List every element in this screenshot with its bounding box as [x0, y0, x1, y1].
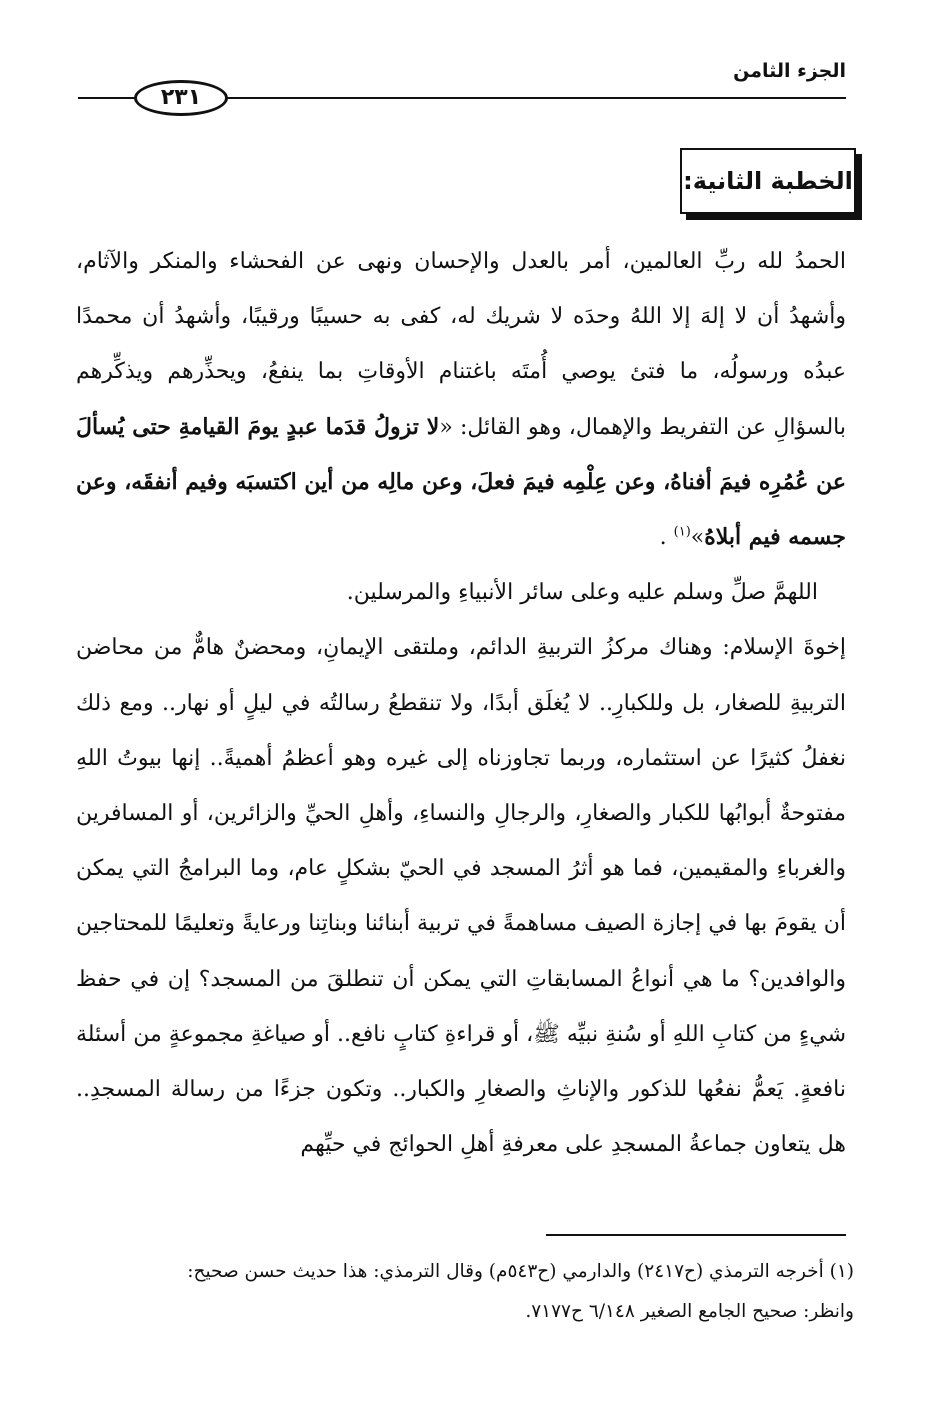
quote-open-mark: «	[439, 414, 460, 440]
section-title: الخطبة الثانية:	[683, 167, 853, 195]
paragraph-1	[76, 234, 846, 565]
footnote-line-2: وانظر: صحيح الجامع الصغير ٦/١٤٨ ح٧١٧٧.	[525, 1301, 854, 1322]
footnote-line-1: (١) أخرجه الترمذي (ح٢٤١٧) والدارمي (ح٥٤٣م) وقال الترمذي: هذا حديث حسن صحيح:	[187, 1261, 854, 1282]
hadith-quote: لا تزولُ قدَما عبدٍ يومَ القيامةِ حتى يُسألَ عن عُمُرِه فيمَ أفناهُ، وعن عِلْمِه فيمَ فعلَ، وعن مالِه من أين اكتسبَه وفيم أنفقَه، وعن جسمه فيم أبلاهُ	[76, 413, 846, 551]
paragraph-2: اللهمَّ صلِّ وسلم عليه وعلى سائر الأنبياءِ والمرسلين.	[346, 580, 818, 606]
footnotes	[74, 1252, 854, 1332]
footnote-rule	[546, 1234, 846, 1236]
footnote-marker: (١)	[673, 524, 691, 540]
paragraph-3: إخوةَ الإسلام: وهناك مركزُ التربيةِ الدائم، وملتقى الإيمانِ، ومحضنٌ هامٌّ من محاضن التربيةِ للصغار، بل وللكبارِ.. لا يُغلَق أبدًا، ولا تنقطعُ رسالتُه في ليلٍ أو نهار.. ومع ذلك نغفلُ كثيرًا عن استثماره، وربما تجاوزناه إلى غيره وهو أعظمُ أهميةً.. إنها بيوتُ اللهِ مفتوحةٌ أبوابُها للكبار والصغارِ، والرجالِ والنساءِ، وأهلِ الحيِّ والزائرين، أو المسافرين والغرباءِ والمقيمين، فما هو أثرُ المسجد في الحيّ بشكلٍ عام، وما البرامجُ التي يمكن أن يقومَ بها في إجازة الصيف مساهمةً في تربية أبنائنا وبناتِنا ورعايةً وتعليمًا للمحتاجين والوافدين؟ ما هي أنواعُ المسابقاتِ التي يمكن أن تنطلقَ من المسجد؟ إن في حفظ شيءٍ من كتابِ اللهِ أو سُنةِ نبيِّه ﷺ، أو قراءةِ كتابٍ نافع.. أو صياغةِ مجموعةٍ من أسئلة نافعةٍ. يَعمُّ نفعُها للذكور والإناثِ والصغارِ والكبار.. وتكون جزءًا من رسالة المسجدِ.. هل يتعاون جماعةُ المسجدِ على معرفةِ أهلِ الحوائج في حيِّهم	[76, 635, 846, 1158]
page-number: ٢٣١	[134, 80, 228, 116]
body-text	[76, 234, 846, 1172]
paragraph-1-end: .	[659, 525, 674, 551]
quote-close-mark: »	[690, 525, 705, 551]
section-title-box	[680, 148, 856, 214]
paragraph-1-text: الحمدُ لله ربِّ العالمين، أمر بالعدل والإحسان ونهى عن الفحشاء والمنكر والآثام، وأشهدُ أن لا إلهَ إلا اللهُ وحدَه لا شريك له، كفى به حسيبًا ورقيبًا، وأشهدُ أن محمدًا عبدُه ورسولُه، ما فتئ يوصي أُمتَه باغتنام الأوقاتِ بما ينفعُ، ويحذِّرهم ويذكِّرهم بالسؤالِ عن التفريط والإهمال، وهو القائل:	[76, 249, 846, 440]
running-title: الجزء الثامن	[733, 60, 846, 82]
